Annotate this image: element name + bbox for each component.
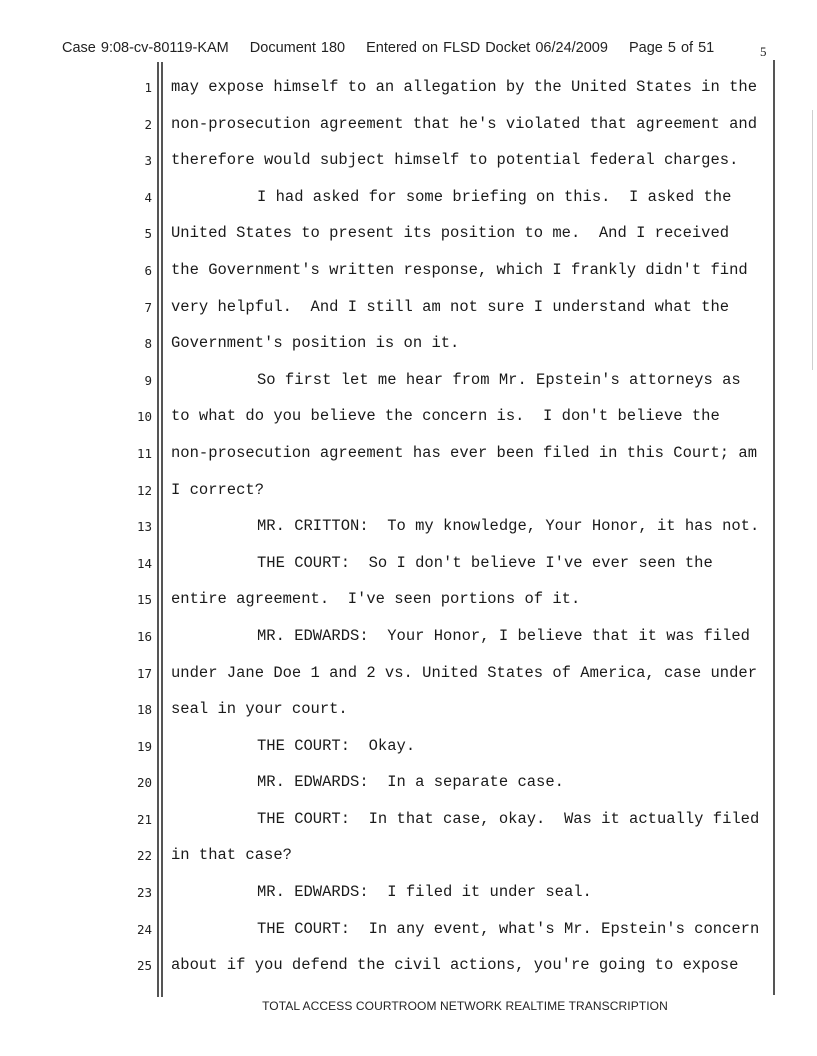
- transcript-line: [0, 330, 817, 367]
- transcript-line: [0, 879, 817, 916]
- line-text: I correct?: [171, 480, 265, 499]
- transcript-line: [0, 952, 817, 989]
- line-number: 23: [136, 885, 152, 901]
- line-text: I had asked for some briefing on this. I asked the: [257, 187, 732, 206]
- line-text: MR. EDWARDS: I filed it under seal.: [257, 883, 592, 902]
- line-number: 20: [136, 775, 152, 791]
- line-number: 13: [136, 519, 152, 535]
- line-text: about if you defend the civil actions, you're going to expose: [171, 956, 739, 975]
- transcript-line: [0, 403, 817, 440]
- line-number: 18: [136, 702, 152, 718]
- case-number: Case 9:08-cv-80119-KAM: [62, 40, 229, 56]
- transcript-line: [0, 513, 817, 550]
- line-text: United States to present its position to me. And I received: [171, 224, 730, 243]
- transcript-line: [0, 660, 817, 697]
- line-text: therefore would subject himself to potential federal charges.: [171, 151, 739, 170]
- docket-entry: Entered on FLSD Docket 06/24/2009: [366, 40, 608, 56]
- transcript-line: [0, 916, 817, 953]
- line-text: under Jane Doe 1 and 2 vs. United States of America, case under: [171, 663, 757, 682]
- line-number: 1: [144, 80, 152, 95]
- transcript-line: [0, 294, 817, 331]
- transcript-line: [0, 147, 817, 184]
- transcript-line: [0, 842, 817, 879]
- line-number: 4: [144, 189, 152, 205]
- transcript-line: [0, 74, 817, 111]
- line-number: 8: [144, 336, 152, 352]
- line-text: entire agreement. I've seen portions of it.: [171, 590, 581, 609]
- line-number: 7: [144, 299, 152, 315]
- transcript-page-number: 5: [760, 44, 767, 59]
- transcript-line: [0, 550, 817, 587]
- line-number: 6: [144, 262, 152, 278]
- line-number: 15: [136, 592, 152, 608]
- line-text: may expose himself to an allegation by the United States in the: [171, 78, 757, 96]
- line-text: MR. EDWARDS: Your Honor, I believe that it was filed: [257, 626, 750, 645]
- line-text: MR. EDWARDS: In a separate case.: [257, 773, 564, 792]
- line-text: very helpful. And I still am not sure I understand what the: [171, 297, 730, 316]
- line-number: 11: [136, 445, 152, 461]
- transcript-line: [0, 184, 817, 221]
- line-text: So first let me hear from Mr. Epstein's attorneys as: [257, 370, 741, 389]
- transcript-line: [0, 220, 817, 257]
- line-text: non-prosecution agreement has ever been filed in this Court; am: [171, 443, 757, 462]
- line-number: 16: [136, 628, 152, 644]
- line-number: 10: [136, 409, 152, 425]
- transcript-line: [0, 367, 817, 404]
- line-number: 19: [136, 738, 152, 754]
- transcript-line: [0, 440, 817, 477]
- line-text: to what do you believe the concern is. I don't believe the: [171, 407, 720, 426]
- document-number: Document 180: [249, 40, 346, 56]
- transcript-line: [0, 769, 817, 806]
- line-text: MR. CRITTON: To my knowledge, Your Honor, it has not.: [257, 517, 760, 536]
- transcript-body: [0, 74, 817, 989]
- line-number: 24: [136, 921, 152, 937]
- line-number: 9: [144, 372, 152, 388]
- transcript-line: [0, 477, 817, 514]
- transcript-line: [0, 733, 817, 770]
- line-number: 21: [136, 811, 152, 827]
- transcript-line: [0, 586, 817, 623]
- line-number: 12: [136, 482, 152, 498]
- page-count: Page 5 of 51: [628, 40, 715, 56]
- line-number: 3: [144, 153, 152, 169]
- line-text: seal in your court.: [171, 700, 348, 719]
- line-text: non-prosecution agreement that he's violated that agreement and: [171, 114, 757, 133]
- line-text: THE COURT: In that case, okay. Was it actually filed: [257, 809, 760, 828]
- line-text: Government's position is on it.: [171, 334, 460, 353]
- line-number: 5: [144, 226, 152, 242]
- transcript-line: [0, 806, 817, 843]
- transcript-footer: TOTAL ACCESS COURTROOM NETWORK REALTIME TRANSCRIPTION: [262, 999, 668, 1013]
- transcript-line: [0, 623, 817, 660]
- docket-header: [62, 40, 730, 56]
- line-number: 25: [136, 958, 152, 974]
- line-number: 2: [144, 116, 152, 132]
- transcript-line: [0, 257, 817, 294]
- transcript-line: [0, 111, 817, 148]
- line-text: THE COURT: Okay.: [257, 736, 416, 755]
- transcript-line: [0, 696, 817, 733]
- line-text: in that case?: [171, 846, 292, 865]
- line-text: THE COURT: In any event, what's Mr. Epstein's concern: [257, 919, 760, 938]
- line-text: the Government's written response, which I frankly didn't find: [171, 260, 748, 279]
- line-number: 22: [136, 848, 152, 864]
- line-number: 14: [136, 555, 152, 571]
- line-number: 17: [136, 665, 152, 681]
- line-text: THE COURT: So I don't believe I've ever seen the: [257, 553, 713, 572]
